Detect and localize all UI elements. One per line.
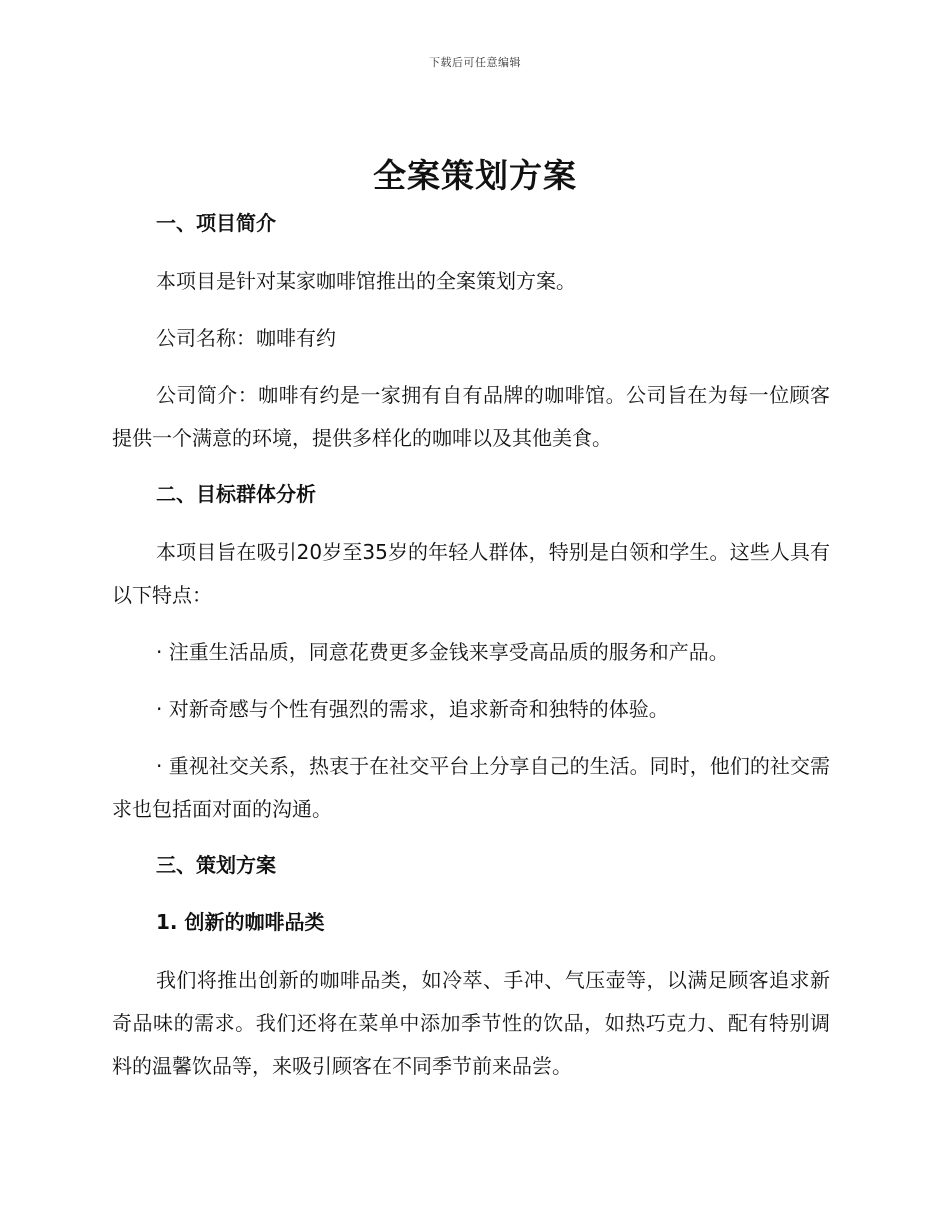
section-heading-project-intro: 一、项目简介 bbox=[156, 211, 276, 235]
bullet-social: · 重视社交关系，热衷于在社交平台上分享自己的生活。同时，他们的社交需求也包括面对面的沟通。 bbox=[112, 754, 830, 821]
section-heading-target-analysis: 二、目标群体分析 bbox=[156, 482, 316, 506]
subsection-heading-innovative-coffee: 1. 创新的咖啡品类 bbox=[156, 910, 325, 934]
paragraph-company-intro: 公司简介：咖啡有约是一家拥有自有品牌的咖啡馆。公司旨在为每一位顾客提供一个满意的环境，提供多样化的咖啡以及其他美食。 bbox=[112, 383, 830, 450]
bullet-quality-of-life: · 注重生活品质，同意花费更多金钱来享受高品质的服务和产品。 bbox=[156, 640, 729, 664]
section-heading-plan: 三、策划方案 bbox=[156, 853, 276, 877]
paragraph-innovative-coffee: 我们将推出创新的咖啡品类，如冷萃、手冲、气压壶等，以满足顾客追求新奇品味的需求。我们还将在菜单中添加季节性的饮品，如热巧克力、配有特别调料的温馨饮品等，来吸引顾客在不同季节前来品尝。 bbox=[112, 968, 830, 1078]
paragraph-company-name: 公司名称：咖啡有约 bbox=[156, 326, 336, 350]
document-title: 全案策划方案 bbox=[373, 156, 577, 195]
document-body bbox=[112, 203, 830, 1102]
paragraph-project-summary: 本项目是针对某家咖啡馆推出的全案策划方案。 bbox=[156, 269, 576, 293]
paragraph-target-group: 本项目旨在吸引20岁至35岁的年轻人群体，特别是白领和学生。这些人具有以下特点： bbox=[112, 540, 830, 607]
page-header-note: 下载后可任意编辑 bbox=[429, 56, 521, 69]
bullet-novelty: · 对新奇感与个性有强烈的需求，追求新奇和独特的体验。 bbox=[156, 697, 669, 721]
